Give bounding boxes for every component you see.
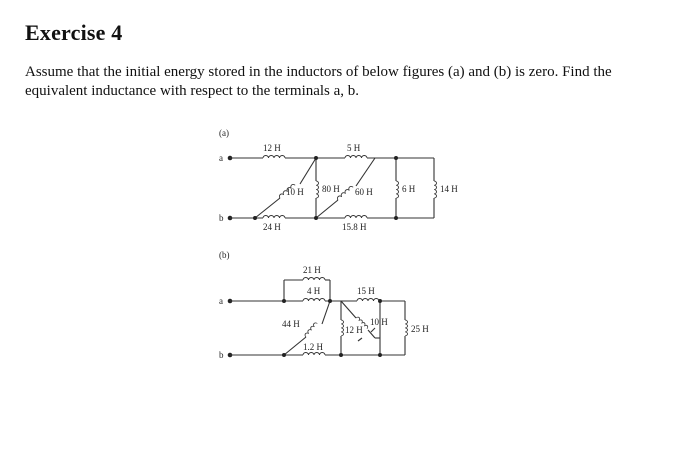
- label-60h: 60 H: [355, 187, 373, 197]
- label-44h: 44 H: [282, 319, 300, 329]
- terminal-a-label: a: [219, 153, 223, 163]
- label-25h: 25 H: [411, 324, 429, 334]
- terminal-b-label: b: [219, 350, 224, 360]
- node-dot: [253, 216, 257, 220]
- terminal-b-label: b: [219, 213, 224, 223]
- node-dot: [394, 216, 398, 220]
- label-6h: 6 H: [402, 184, 416, 194]
- node-dot: [314, 216, 318, 220]
- inductor-15h: [357, 299, 379, 302]
- label-15h: 15 H: [357, 286, 375, 296]
- inductor-4h: [303, 299, 325, 302]
- exercise-title: Exercise 4: [25, 20, 123, 45]
- figure-b-label: (b): [219, 250, 230, 260]
- inductor-6h: [396, 181, 399, 198]
- label-12h: 12 H: [345, 325, 363, 335]
- label-5h: 5 H: [347, 143, 361, 153]
- label-4h: 4 H: [307, 286, 321, 296]
- label-10h: 10 H: [370, 317, 388, 327]
- inductor-1-2h: [303, 353, 325, 356]
- problem-statement: Assume that the initial energy stored in the inductors of below figures (a) and (b) is zero. Find the equivalent inductance with respect to the terminals a, b.: [25, 64, 612, 99]
- terminal-a-label: a: [219, 296, 223, 306]
- label-80h: 80 H: [322, 184, 340, 194]
- inductor-5h: [345, 156, 367, 159]
- inductor-12h: [341, 320, 344, 336]
- inductor-14h: [434, 181, 437, 198]
- label-12h: 12 H: [263, 143, 281, 153]
- label-14h: 14 H: [440, 184, 458, 194]
- inductor-15-8h: [345, 216, 367, 219]
- label-21h: 21 H: [303, 265, 321, 275]
- label-24h: 24 H: [263, 222, 281, 232]
- inductor-12h: [263, 156, 285, 159]
- figure-b: [219, 250, 429, 360]
- inductor-25h: [405, 320, 408, 336]
- node-dot: [378, 353, 382, 357]
- node-dot: [328, 299, 332, 303]
- node-dot: [394, 156, 398, 160]
- label-10h: 10 H: [286, 187, 304, 197]
- node-dot: [314, 156, 318, 160]
- inductor-21h: [303, 278, 325, 281]
- inductor-44h: [304, 322, 317, 337]
- label-1-2h: 1.2 H: [303, 342, 323, 352]
- figure-a-label: (a): [219, 128, 229, 138]
- node-dot: [339, 353, 343, 357]
- node-dot: [282, 299, 286, 303]
- node-dot: [282, 353, 286, 357]
- figure-a: [219, 128, 458, 232]
- label-15-8h: 15.8 H: [342, 222, 367, 232]
- inductor-24h: [263, 216, 285, 219]
- inductor-80h: [316, 181, 319, 198]
